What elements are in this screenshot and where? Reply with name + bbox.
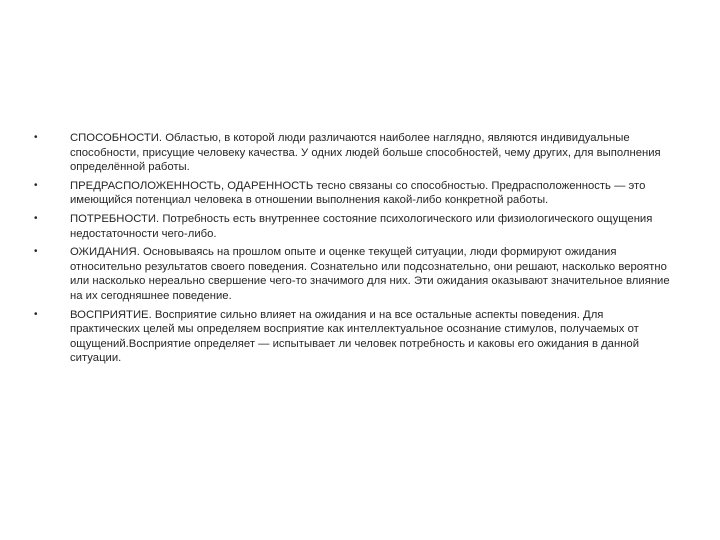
bullet-icon: •: [34, 179, 38, 191]
bullet-text: ОЖИДАНИЯ. Основываясь на прошлом опыте и оценке текущей ситуации, люди формируют ожидания относительно результатов своего поведения. Сознательно или подсознательно, они решают, насколько вероятно или насколько нереально свершение чего-то значимого для них. Эти ожидания оказывают значительное влияние на их сегодняшнее поведение.: [70, 246, 670, 302]
bullet-item-perception: [34, 308, 674, 366]
bullet-item-expectations: [34, 245, 674, 303]
bullet-icon: •: [34, 212, 38, 224]
bullet-item-abilities: [34, 131, 674, 175]
bullet-item-predisposition: [34, 179, 674, 208]
bullet-icon: •: [34, 246, 38, 258]
bullet-item-needs: [34, 212, 674, 241]
bullet-text: ПРЕДРАСПОЛОЖЕННОСТЬ, ОДАРЕННОСТЬ тесно связаны со способностью. Предрасположенность — это имеющийся потенциал человека в отношении выполнения какой-либо конкретной работы.: [70, 179, 646, 207]
bullet-text: ВОСПРИЯТИЕ. Восприятие сильно влияет на ожидания и на все остальные аспекты поведения. Для практических целей мы определяем восприятие как интеллектуальное осознание стимулов, получаемых от ощущений.Восприятие определяет — испытывает ли человек потребность и каковы его ожидания в данной ситуации.: [70, 308, 640, 365]
bullet-icon: •: [34, 308, 38, 320]
bullet-text: СПОСОБНОСТИ. Областью, в которой люди различаются наиболее наглядно, являются индивидуальные способности, присущие человеку качества. У одних людей больше способностей, чему других, для выполнения определённой работы.: [70, 132, 661, 174]
bullet-list: [34, 131, 674, 370]
bullet-icon: •: [34, 132, 38, 143]
bullet-text: ПОТРЕБНОСТИ. Потребность есть внутреннее состояние психологического или физиологического ощущения недостаточности чего-либо.: [70, 212, 653, 240]
